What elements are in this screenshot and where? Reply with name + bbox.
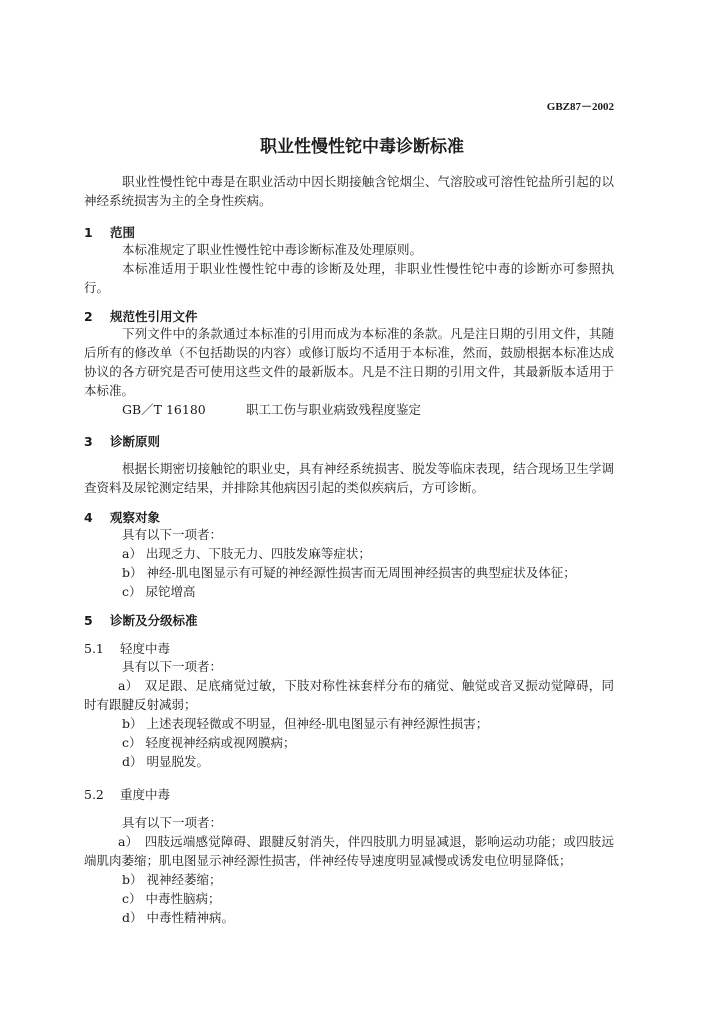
list-item: d） 中毒性精神病。: [122, 910, 234, 925]
section-1-heading: [84, 223, 135, 241]
section-number: 5: [84, 613, 93, 628]
section-number: 4: [84, 510, 93, 525]
list-item: c） 中毒性脑病；: [122, 891, 221, 906]
list-item: a） 出现乏力、下肢无力、四肢发麻等症状；: [122, 546, 371, 561]
list-item: a） 四肢远端感觉障碍、跟腱反射消失，伴四肢肌力明显减退，影响运动功能；或四肢远端肌肉萎缩；肌电图显示神经源性损害，伴神经传导速度明显减慢或诱发电位明显降低；: [84, 834, 614, 868]
section-1-body: [84, 240, 614, 297]
paragraph: 下列文件中的条款通过本标准的引用而成为本标准的条款。凡是注日期的引用文件，其随后所有的修改单（不包括勘误的内容）或修订版均不适用于本标准，然而，鼓励根据本标准达成协议的各方研究是否可使用这些文件的最新版本。凡是不注日期的引用文件，其最新版本适用于本标准。: [84, 326, 614, 398]
section-number: 3: [84, 434, 93, 449]
section-title: 诊断及分级标准: [110, 613, 198, 628]
subsection-5-2-heading: [84, 785, 170, 803]
list-item: b） 神经-肌电图显示有可疑的神经源性损害而无周围神经损害的典型症状及体征；: [122, 565, 576, 580]
subsection-number: 5.1: [84, 641, 104, 656]
section-2-body: [84, 324, 614, 419]
reference-code: GB／T 16180: [122, 402, 206, 417]
list-item: b） 上述表现轻微或不明显，但神经-肌电图显示有神经源性损害；: [122, 716, 489, 731]
paragraph: 本标准规定了职业性慢性铊中毒诊断标准及处理原则。: [122, 242, 423, 257]
section-4-body: [84, 525, 614, 601]
subsection-number: 5.2: [84, 787, 104, 802]
section-title: 规范性引用文件: [110, 309, 198, 324]
paragraph: 本标准适用于职业性慢性铊中毒的诊断及处理，非职业性慢性铊中毒的诊断亦可参照执行。: [84, 261, 614, 295]
section-number: 1: [84, 225, 93, 240]
section-3-heading: [84, 432, 160, 450]
list-lead: 具有以下一项者：: [122, 659, 223, 674]
list-item: a） 双足跟、足底痛觉过敏，下肢对称性袜套样分布的痛觉、触觉或音叉振动觉障碍，同时有跟腱反射减弱；: [84, 678, 614, 712]
section-5-heading: [84, 611, 198, 629]
section-number: 2: [84, 309, 93, 324]
section-title: 范围: [110, 225, 136, 240]
list-item: b） 视神经萎缩；: [122, 872, 222, 887]
subsection-5-2-body: [84, 813, 614, 927]
paragraph: 根据长期密切接触铊的职业史，具有神经系统损害、脱发等临床表现，结合现场卫生学调查资料及尿铊测定结果，并排除其他病因引起的类似疾病后，方可诊断。: [84, 461, 614, 495]
list-item: d） 明显脱发。: [122, 754, 209, 769]
document-code: GBZ87－2002: [546, 101, 614, 113]
list-item: c） 轻度视神经病或视网膜病；: [122, 735, 296, 750]
subsection-title: 重度中毒: [120, 787, 171, 802]
list-lead: 具有以下一项者：: [122, 815, 223, 830]
section-2-heading: [84, 307, 198, 325]
subsection-5-1-heading: [84, 639, 170, 657]
section-4-heading: [84, 508, 160, 526]
list-item: c） 尿铊增高: [122, 584, 196, 599]
document-title: 职业性慢性铊中毒诊断标准: [260, 137, 464, 157]
section-title: 诊断原则: [110, 434, 161, 449]
section-title: 观察对象: [110, 510, 161, 525]
reference-title: 职工工伤与职业病致残程度鉴定: [246, 402, 422, 417]
section-3-body: [84, 459, 614, 497]
subsection-5-1-body: [84, 657, 614, 771]
intro-paragraph: 职业性慢性铊中毒是在职业活动中因长期接触含铊烟尘、气溶胶或可溶性铊盐所引起的以神经系统损害为主的全身性疾病。: [84, 174, 614, 208]
list-lead: 具有以下一项者：: [122, 527, 223, 542]
normative-reference: [84, 400, 614, 419]
subsection-title: 轻度中毒: [120, 641, 171, 656]
